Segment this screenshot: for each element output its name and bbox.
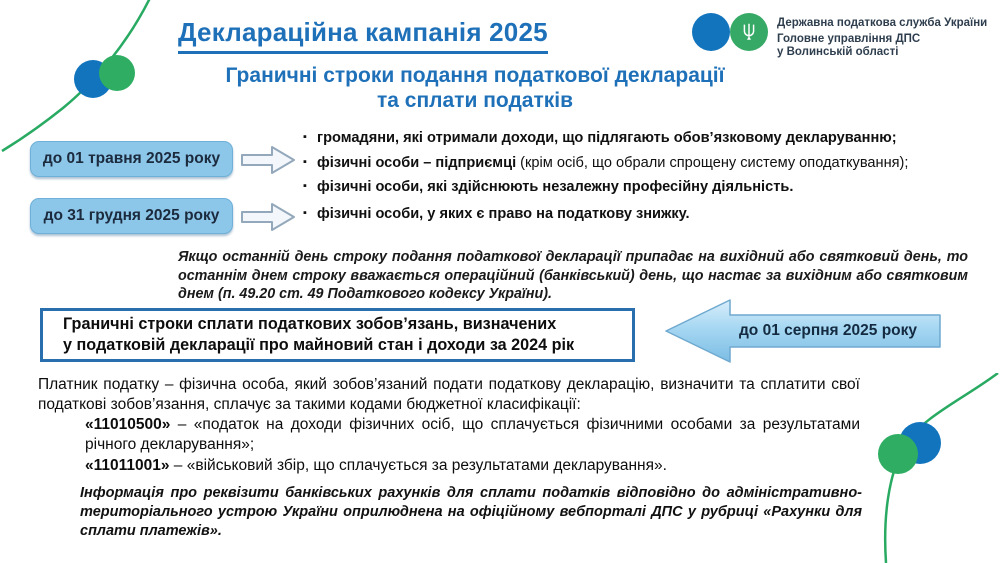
deadline-may-list [303, 130, 995, 204]
budget-code-item: «11011001» – «військовий збір, що сплачується за результатами декларування». [85, 456, 667, 474]
bullet-item: ▪ фізичні особи, у яких є право на податкову знижку. [303, 206, 995, 224]
org-name-line1: Державна податкова служба України [777, 17, 988, 29]
org-name-line3: у Волинській області [777, 46, 899, 58]
right-arrow-icon [239, 144, 297, 176]
payment-deadline-date: до 01 серпня 2025 року [738, 322, 918, 339]
decorative-curve-bottom-right [850, 373, 1000, 563]
decor-blue-circle [74, 60, 112, 98]
org-logo [692, 13, 987, 60]
budget-code-item: «11010500» – «податок на доходи фізичних осіб, що сплачується фізичними особами за результатами річного декларування»; [85, 416, 860, 454]
payment-box-line2: у податковій декларації про майновий стан і доходи за 2024 рік [63, 336, 575, 354]
payer-info-block [38, 375, 860, 476]
deadline-december-list [303, 206, 995, 231]
payer-intro: Платник податку – фізична особа, який зобов’язаний подати податкову декларацію, визначити та сплатити свої податкові зобов’язання, сплачує за такими кодами бюджетної класифікації: [38, 376, 860, 414]
deadline-date-december: до 31 грудня 2025 року [30, 198, 233, 234]
right-arrow-icon [239, 201, 297, 233]
subtitle-line1: Граничні строки подання податкової декларації [225, 64, 725, 87]
org-name-line2: Головне управління ДПС [777, 32, 921, 45]
bullet-item: ▪ фізичні особи, які здійснюють незалежну професійну діяльність. [303, 179, 995, 197]
bank-accounts-note: Інформація про реквізити банківських рахунків для сплати податків відповідно до адміністративно-територіального устрою України оприлюднена на офіційному вебпорталі ДПС у рубриці «Рахунки для сплати платежів». [80, 485, 862, 540]
logo-blue-circle-icon [692, 13, 730, 51]
weekend-rule-note: Якщо останній день строку подання податкової декларації припадає на вихідний або святковий день, то останнім днем строку вважається операційний (банківський) день, що настає за вихідним або святковим днем (п. 49.20 ст. 49 Податкового кодексу України). [178, 249, 968, 303]
org-name-block [777, 13, 987, 60]
payment-deadline-box [40, 308, 635, 362]
budget-codes [85, 415, 860, 475]
payment-box-line1: Граничні строки сплати податкових зобов’язань, визначених [63, 314, 557, 333]
deadline-date-may: до 01 травня 2025 року [30, 141, 233, 177]
page-subtitle [175, 64, 775, 114]
bullet-item: ▪ громадяни, які отримали доходи, що підлягають обов’язковому декларуванню; [303, 130, 995, 148]
decor-blue-circle [899, 422, 941, 464]
page-title: Деклараційна кампанія 2025 [178, 17, 548, 54]
trident-icon [730, 13, 768, 51]
subtitle-line2: та сплати податків [377, 88, 573, 112]
decor-green-circle [99, 55, 135, 91]
bullet-item: ▪ фізичні особи – підприємці (крім осіб, що обрали спрощену систему оподаткування); [303, 155, 995, 173]
decor-green-circle [878, 434, 918, 474]
